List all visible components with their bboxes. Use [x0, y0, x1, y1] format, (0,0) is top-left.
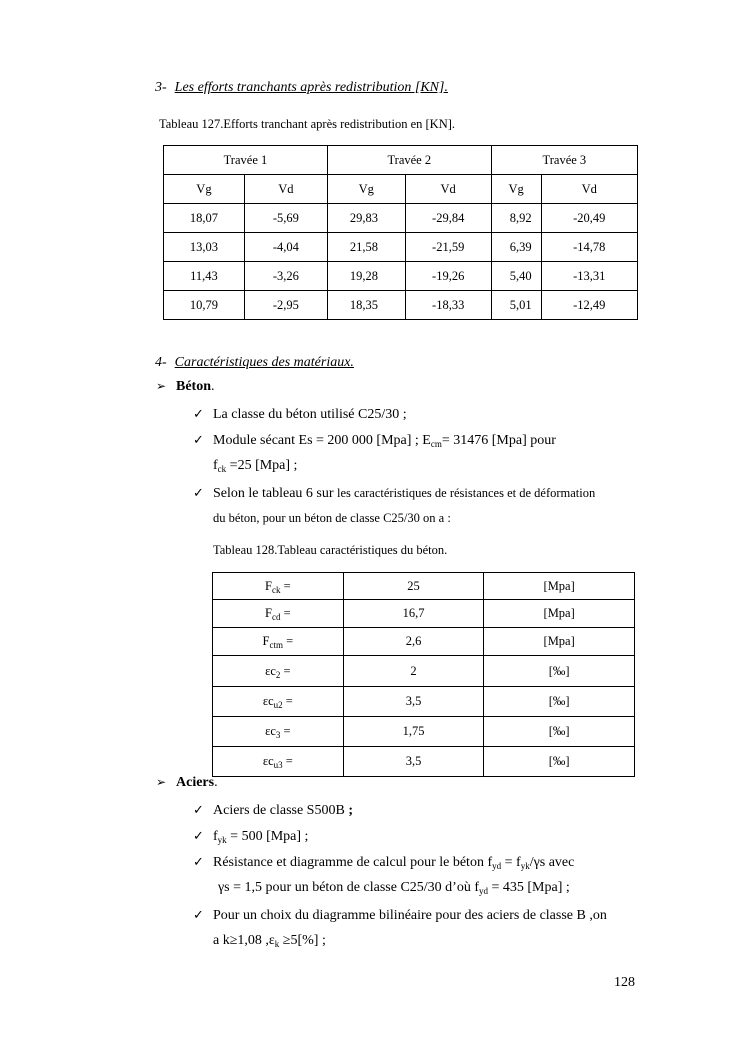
table-127: [163, 145, 638, 320]
aciers-item-3-cont: [218, 880, 570, 896]
item-text: γs = 1,5 pour un béton de classe C25/30 d’où f: [218, 880, 479, 895]
table-row: [164, 262, 638, 291]
item-text: Module sécant Es = 200 000 [Mpa] ; E: [213, 433, 431, 448]
table-row: [213, 687, 635, 717]
value-cell: 2: [343, 656, 484, 687]
table-cell: -29,84: [405, 204, 491, 233]
beton-item-2: [193, 432, 556, 449]
item-text: f: [213, 829, 218, 844]
span-header: Travée 3: [491, 146, 637, 175]
subscript: yd: [492, 861, 502, 871]
section-title: Caractéristiques des matériaux.: [174, 355, 354, 370]
table-128-caption: Tableau 128.Tableau caractéristiques du béton.: [213, 543, 448, 557]
table-row: [164, 233, 638, 262]
section-4-heading: [155, 355, 354, 371]
item-text: ;: [348, 803, 353, 818]
column-header: Vd: [541, 175, 638, 204]
item-text: = 31476 [Mpa] pour: [441, 433, 556, 448]
table-cell: -2,95: [244, 291, 327, 320]
table-cell: 21,58: [327, 233, 405, 262]
value-cell: 2,6: [343, 628, 484, 656]
page-number: 128: [614, 975, 635, 990]
symbol-cell: $\varepsilon c_3$ =: [213, 717, 344, 747]
subscript: k: [274, 939, 280, 949]
table-cell: -18,33: [405, 291, 491, 320]
table-cell: 10,79: [164, 291, 245, 320]
item-text: = 500 [Mpa] ;: [226, 829, 309, 844]
item-text: Résistance et diagramme de calcul pour le béton f: [213, 855, 493, 870]
span-header: Travée 2: [327, 146, 491, 175]
table-cell: -3,26: [244, 262, 327, 291]
item-text: Pour un choix du diagramme bilinéaire pour des aciers de classe B ,on: [213, 908, 607, 923]
value-cell: 3,5: [343, 687, 484, 717]
unit-cell: [‰]: [484, 687, 635, 717]
span-header-row: [164, 146, 638, 175]
item-text: La classe du béton utilisé C25/30 ;: [213, 407, 407, 422]
aciers-period: .: [214, 775, 218, 790]
symbol-cell: $\varepsilon c_{u2}$ =: [213, 687, 344, 717]
table-128: [212, 572, 635, 777]
table-row: [213, 573, 635, 600]
table-cell: -12,49: [541, 291, 638, 320]
table-row: [164, 291, 638, 320]
column-header: Vg: [327, 175, 405, 204]
table-cell: -5,69: [244, 204, 327, 233]
section-number: 3-: [155, 80, 167, 95]
table-row: [213, 628, 635, 656]
item-text: /γs avec: [529, 855, 575, 870]
item-text: les caractéristiques de résistances et de déformation: [337, 486, 596, 500]
subscript: yk: [520, 861, 530, 871]
subscript: yk: [217, 835, 227, 845]
value-cell: 3,5: [343, 747, 484, 777]
column-header: Vd: [244, 175, 327, 204]
aciers-item-3: [193, 854, 574, 871]
table-127-caption: Tableau 127.Efforts tranchant après redistribution en [KN].: [159, 117, 456, 131]
table-cell: 5,01: [491, 291, 541, 320]
table-cell: 8,92: [491, 204, 541, 233]
unit-cell: [‰]: [484, 717, 635, 747]
aciers-heading: [156, 775, 218, 791]
item-text: f: [213, 458, 218, 473]
column-header: Vg: [491, 175, 541, 204]
subscript: cm: [430, 439, 442, 449]
aciers-item-4: [193, 907, 607, 924]
checkmark-icon: ✓: [193, 828, 204, 843]
item-text: Selon le tableau 6 sur: [213, 486, 338, 501]
symbol-cell: $F_{ctm}$ =: [213, 628, 344, 656]
table-cell: 29,83: [327, 204, 405, 233]
table-row: [213, 747, 635, 777]
column-header-row: [164, 175, 638, 204]
item-text: Aciers de classe S500B: [213, 803, 349, 818]
subscript: yd: [479, 886, 488, 896]
item-text: ≥5[%] ;: [279, 933, 326, 948]
column-header: Vg: [164, 175, 245, 204]
table-row: [213, 656, 635, 687]
beton-item-3-cont: du béton, pour un béton de classe C25/30 on a :: [213, 511, 451, 525]
subscript: ck: [217, 464, 227, 474]
symbol-cell: $\varepsilon c_{u3}$ =: [213, 747, 344, 777]
table-cell: 19,28: [327, 262, 405, 291]
arrow-bullet-icon: ➢: [156, 379, 167, 393]
table-cell: 11,43: [164, 262, 245, 291]
table-cell: 13,03: [164, 233, 245, 262]
unit-cell: [‰]: [484, 656, 635, 687]
table-cell: 5,40: [491, 262, 541, 291]
symbol-cell: $F_{cd}$ =: [213, 600, 344, 628]
column-header: Vd: [405, 175, 491, 204]
value-cell: 1,75: [343, 717, 484, 747]
checkmark-icon: ✓: [193, 432, 204, 447]
checkmark-icon: ✓: [193, 406, 204, 421]
aciers-item-4-cont: [213, 933, 326, 949]
section-title: Les efforts tranchants après redistribution [KN].: [174, 80, 448, 95]
checkmark-icon: ✓: [193, 854, 204, 869]
value-cell: 16,7: [343, 600, 484, 628]
aciers-item-2: [193, 828, 308, 845]
section-3-heading: [155, 80, 448, 96]
unit-cell: [‰]: [484, 747, 635, 777]
checkmark-icon: ✓: [193, 907, 204, 922]
symbol-cell: $\varepsilon c_2$ =: [213, 656, 344, 687]
checkmark-icon: ✓: [193, 485, 204, 500]
item-text: = f: [501, 855, 521, 870]
item-text: = 435 [Mpa] ;: [488, 880, 570, 895]
item-text: =25 [Mpa] ;: [226, 458, 298, 473]
aciers-item-1: [193, 802, 353, 819]
checkmark-icon: ✓: [193, 802, 204, 817]
table-cell: 18,35: [327, 291, 405, 320]
table-cell: -21,59: [405, 233, 491, 262]
arrow-bullet-icon: ➢: [156, 775, 167, 789]
table-cell: -20,49: [541, 204, 638, 233]
table-cell: -14,78: [541, 233, 638, 262]
unit-cell: [Mpa]: [484, 600, 635, 628]
symbol-cell: $F_{ck}$ =: [213, 573, 344, 600]
beton-period: .: [211, 379, 215, 394]
aciers-title: Aciers: [176, 775, 215, 790]
table-cell: 6,39: [491, 233, 541, 262]
table-cell: -19,26: [405, 262, 491, 291]
value-cell: 25: [343, 573, 484, 600]
beton-item-1: [193, 406, 407, 423]
table-cell: 18,07: [164, 204, 245, 233]
unit-cell: [Mpa]: [484, 573, 635, 600]
span-header: Travée 1: [164, 146, 328, 175]
beton-item-3: [193, 485, 595, 502]
table-row: [164, 204, 638, 233]
table-row: [213, 600, 635, 628]
beton-heading: [156, 379, 215, 395]
table-cell: -13,31: [541, 262, 638, 291]
beton-item-2-cont: [213, 458, 297, 474]
unit-cell: [Mpa]: [484, 628, 635, 656]
beton-title: Béton: [176, 379, 211, 394]
item-text: a k≥1,08 ,ε: [213, 933, 275, 948]
table-row: [213, 717, 635, 747]
section-number: 4-: [155, 355, 167, 370]
table-cell: -4,04: [244, 233, 327, 262]
